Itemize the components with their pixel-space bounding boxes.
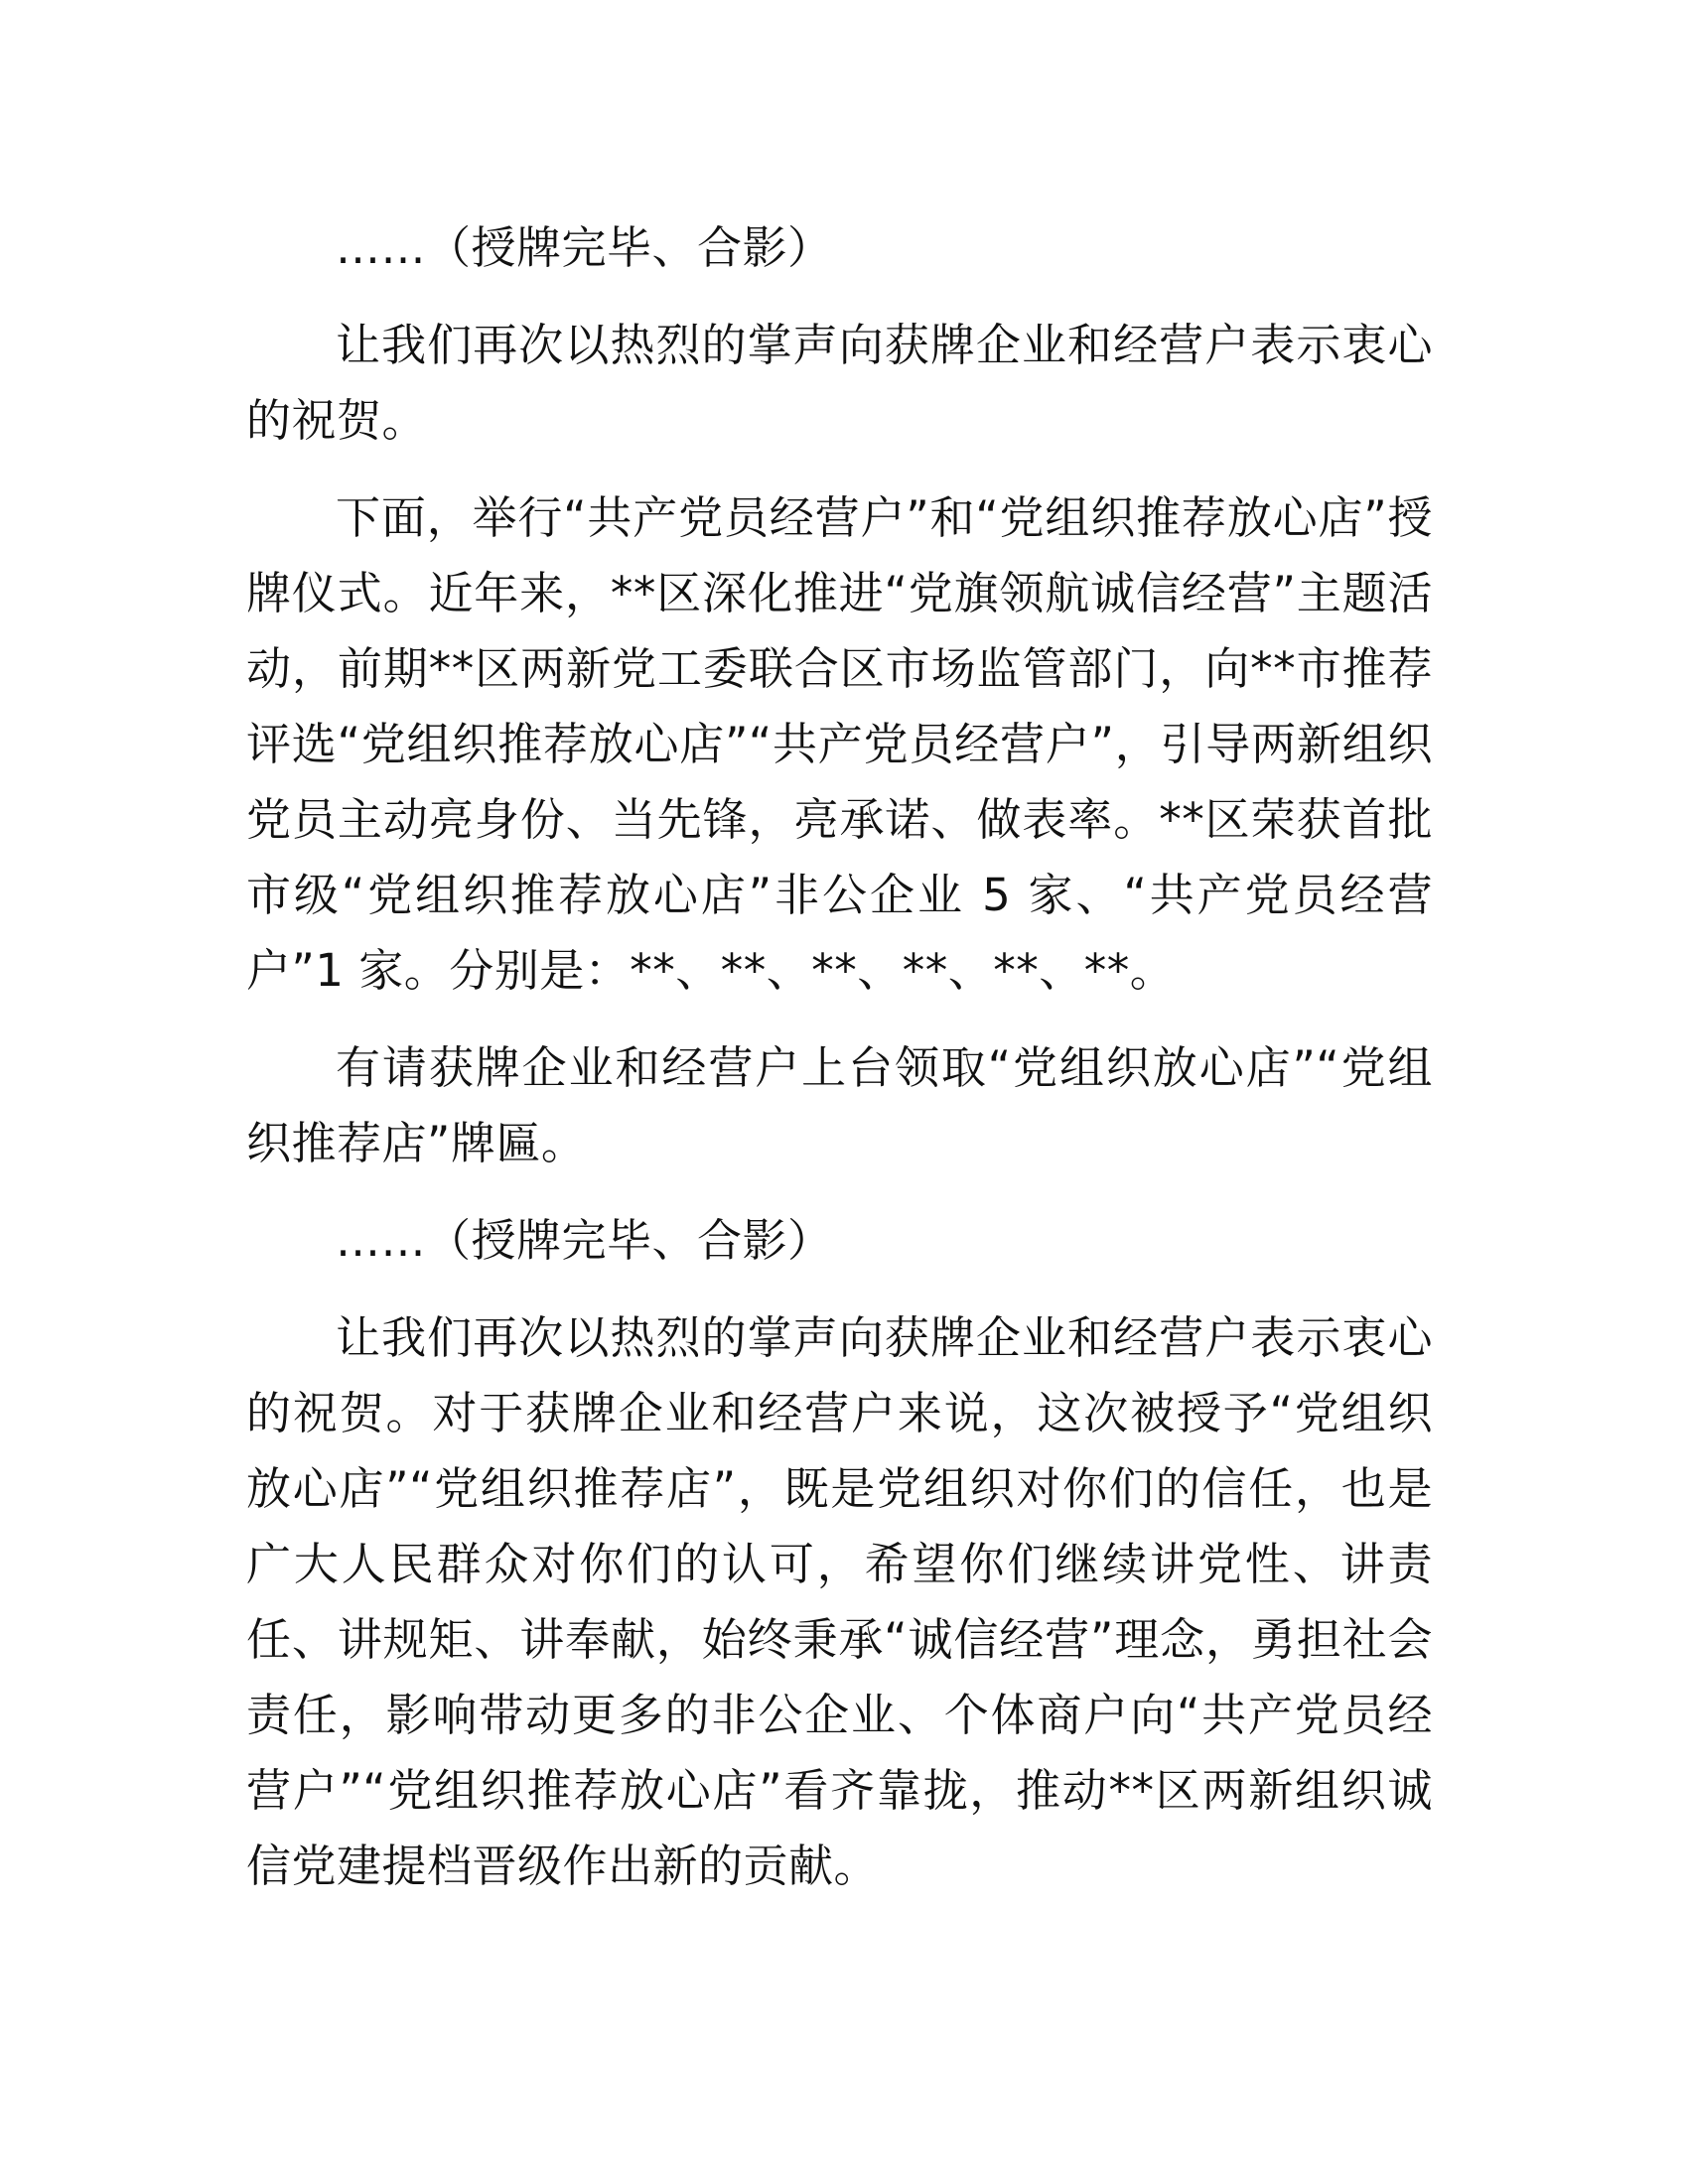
document-page <box>246 210 1433 1926</box>
paragraph-ceremony-note-1: ……（授牌完毕、合影） <box>336 221 833 274</box>
paragraph-invitation: 有请获牌企业和经营户上台领取“党组织放心店”“党组织推荐店”牌匾。 <box>246 1041 1433 1169</box>
paragraph-ceremony-note-2: ……（授牌完毕、合影） <box>336 1214 833 1267</box>
paragraph-congratulations-2: 让我们再次以热烈的掌声向获牌企业和经营户表示衷心的祝贺。对于获牌企业和经营户来说，这次被授予“党组织放心店”“党组织推荐店”，既是党组织对你们的信任，也是广大人民群众对你们的认可，希望你们继续讲党性、讲责任、讲规矩、讲奉献，始终秉承“诚信经营”理念，勇担社会责任，影响带动更多的非公企业、个体商户向“共产党员经营户”“党组织推荐放心店”看齐靠拢，推动**区两新组织诚信党建提档晋级作出新的贡献。 <box>246 1311 1433 1892</box>
paragraph-congratulations-1: 让我们再次以热烈的掌声向获牌企业和经营户表示衷心的祝贺。 <box>246 319 1433 447</box>
paragraph-award-ceremony: 下面，举行“共产党员经营户”和“党组织推荐放心店”授牌仪式。近年来，**区深化推进“党旗领航诚信经营”主题活动，前期**区两新党工委联合区市场监管部门，向**市推荐评选“党组织推荐放心店”“共产党员经营户”，引导两新组织党员主动亮身份、当先锋，亮承诺、做表率。**区荣获首批市级“党组织推荐放心店”非公企业 5 家、“共产党员经营户”1 家。分别是：**、**、**、**、**、**。 <box>246 491 1433 997</box>
